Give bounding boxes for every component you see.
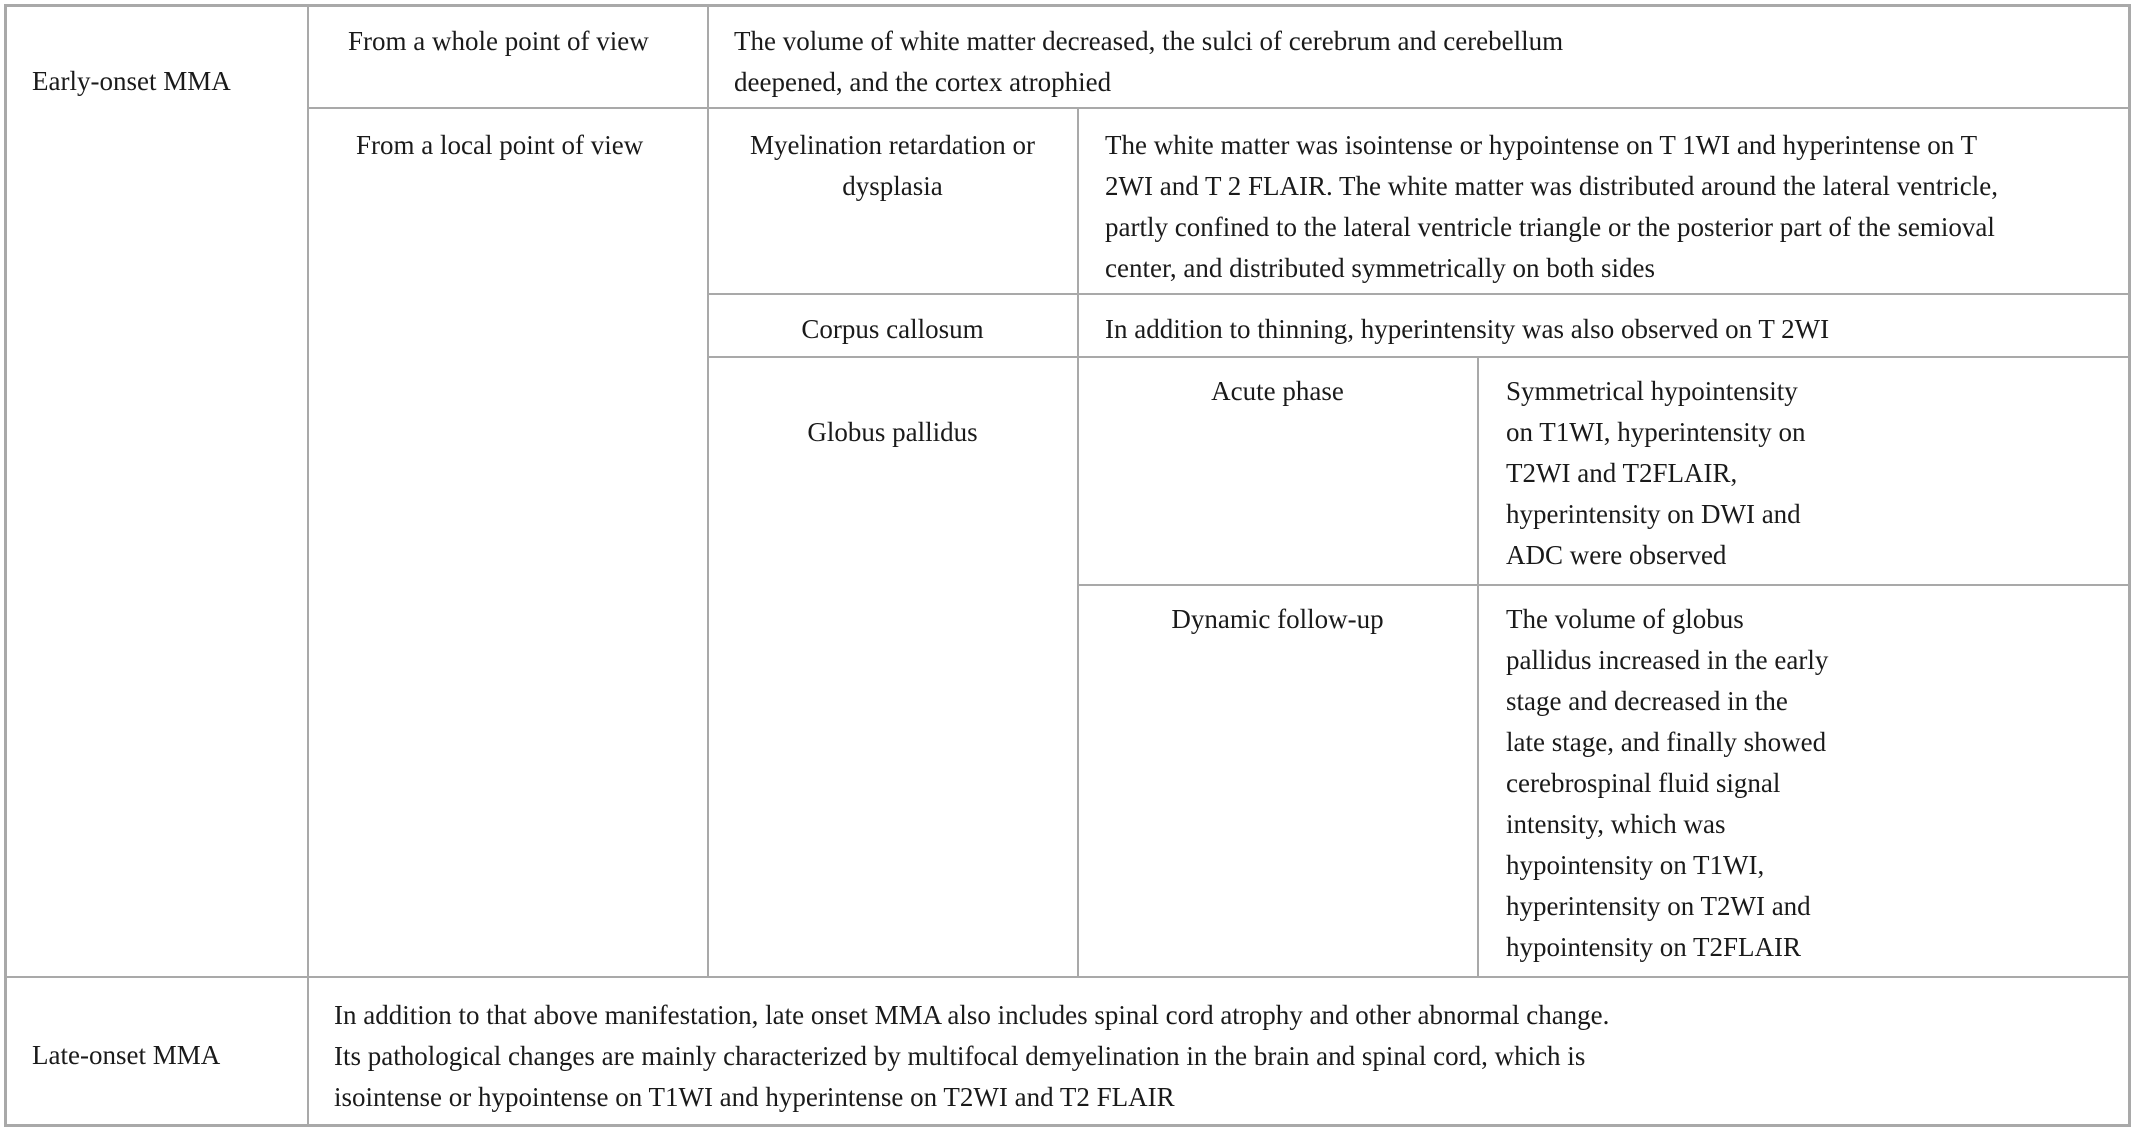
late-onset-description: In addition to that above manifestation, late onset MMA also includes spinal cord atrophy and other abnormal change. Its pathological changes are mainly characterized by multifocal demyelination in the brain and spinal cord, which is isointense or hypointense on T1WI and hyperintense on T2WI and T2 FLAIR <box>334 1000 1610 1112</box>
divider-row-acute <box>1077 584 2131 586</box>
divider-row-whole <box>307 107 2131 109</box>
dynamic-follow-up-description: The volume of globus pallidus increased in the early stage and decreased in the late stage, and finally showed cerebrospinal fluid signal intensity, which was hypointensity on T1WI, hyperintensity on T2WI and hypointensity on T2FLAIR <box>1506 604 1829 962</box>
whole-view-label: From a whole point of view <box>348 26 649 56</box>
globus-pallidus-label: Globus pallidus <box>807 417 978 447</box>
myelination-label: Myelination retardation or dysplasia <box>750 130 1035 201</box>
local-view-label: From a local point of view <box>356 130 644 160</box>
acute-phase-description: Symmetrical hypointensity on T1WI, hyperintensity on T2WI and T2FLAIR, hyperintensity on DWI and ADC were observed <box>1506 376 1806 570</box>
divider-row-myelination <box>707 293 2131 295</box>
divider-col3 <box>1077 107 1079 977</box>
late-onset-label: Late-onset MMA <box>32 1040 221 1070</box>
table-border-left <box>4 4 7 1127</box>
whole-view-description: The volume of white matter decreased, the sulci of cerebrum and cerebellum deepened, and the cortex atrophied <box>734 26 1564 97</box>
early-onset-label: Early-onset MMA <box>32 66 231 96</box>
divider-section <box>4 976 2131 978</box>
myelination-description: The white matter was isointense or hypointense on T 1WI and hyperintense on T 2WI and T 2 FLAIR. The white matter was distributed around the lateral ventricle, partly confined to the lateral ventricle triangle or the posterior part of the semioval center, and distributed symmetrically on both sides <box>1105 130 1999 283</box>
table-border-top <box>4 4 2131 7</box>
corpus-callosum-label: Corpus callosum <box>801 314 984 344</box>
divider-col1 <box>307 4 309 1127</box>
divider-col4 <box>1477 356 1479 977</box>
table-border-right <box>2128 4 2131 1127</box>
corpus-callosum-description: In addition to thinning, hyperintensity was also observed on T 2WI <box>1105 314 1830 344</box>
table-border-bottom <box>4 1124 2131 1127</box>
dynamic-follow-up-label: Dynamic follow-up <box>1171 604 1384 634</box>
divider-col2 <box>707 4 709 977</box>
acute-phase-label: Acute phase <box>1211 376 1344 406</box>
divider-row-corpus <box>707 356 2131 358</box>
